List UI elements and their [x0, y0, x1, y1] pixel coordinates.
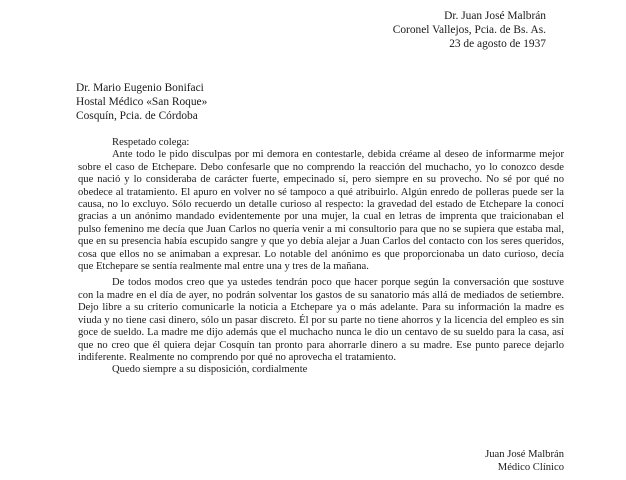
- paragraph-1: Ante todo le pido disculpas por mi demora en contestarle, debida créame al deseo de informarme mejor sobre el caso de Etchepare. Debo confesarle que no comprendo la reacción del muchacho, yo lo conozco desde que nació y lo consideraba de carácter fuerte, empecinado sí, pero siempre en su provecho. No sé por qué no obedece al tratamiento. El apuro en volver no sé tampoco a qué atribuirlo. Algún enredo de polleras puede ser la causa, no lo excluyo. Sólo recuerdo un detalle curioso al respecto: la gravedad del estado de Etchepare la conocí gracias a un anónimo mandado evidentemente por una mujer, la cual en letras de imprenta que traicionaban el pulso femenino me decía que Juan Carlos no quería venir a mi consultorio para que no se supiera que estaba mal, que en su presencia había escupido sangre y que yo debía alejar a Juan Carlos del contacto con los seres queridos, cosa que ellos no se animaban a expresar. Lo notable del anónimo es que proporcionaba un dato curioso, decía que Etchepare se sentía realmente mal entre una y tres de la mañana.: [78, 149, 564, 273]
- salutation: Respetado colega:: [112, 137, 190, 148]
- signature-block: [485, 448, 564, 474]
- signature-title: Médico Clínico: [497, 462, 564, 473]
- letter-date: 23 de agosto de 1937: [449, 38, 546, 50]
- sender-block: [393, 9, 546, 51]
- recipient-block: [76, 81, 207, 123]
- paragraph-2: De todos modos creo que ya ustedes tendrán poco que hacer porque según la conversación que sostuve con la madre en el día de ayer, no podrán solventar los gastos de su sanatorio más allá de mediados de setiembre. Dejo libre a su criterio comunicarle la noticia a Etchepare ya o más adelante. Para su información la madre es viuda y no tiene casi dinero, sólo un pasar discreto. Él por su parte no tiene ahorros y la licencia del empleo es sin goce de sueldo. La madre me dijo además que el muchacho nunca le dio un centavo de su sueldo para la casa, así que no creo que él quiera dejar Cosquín tan pronto para ahorrarle dinero a su madre. Ese punto parece dejarlo indiferente. Realmente no comprendo por qué no aprovecha el tratamiento.: [78, 277, 564, 363]
- closing: Quedo siempre a su disposición, cordialmente: [112, 364, 308, 376]
- sender-address: Coronel Vallejos, Pcia. de Bs. As.: [392, 24, 546, 36]
- recipient-institution: Hostal Médico «San Roque»: [76, 96, 208, 108]
- recipient-name: Dr. Mario Eugenio Bonifaci: [76, 82, 204, 94]
- letter-body: [78, 137, 564, 377]
- recipient-location: Cosquín, Pcia. de Córdoba: [76, 110, 198, 122]
- sender-name: Dr. Juan José Malbrán: [444, 10, 546, 22]
- signature-name: Juan José Malbrán: [485, 449, 564, 460]
